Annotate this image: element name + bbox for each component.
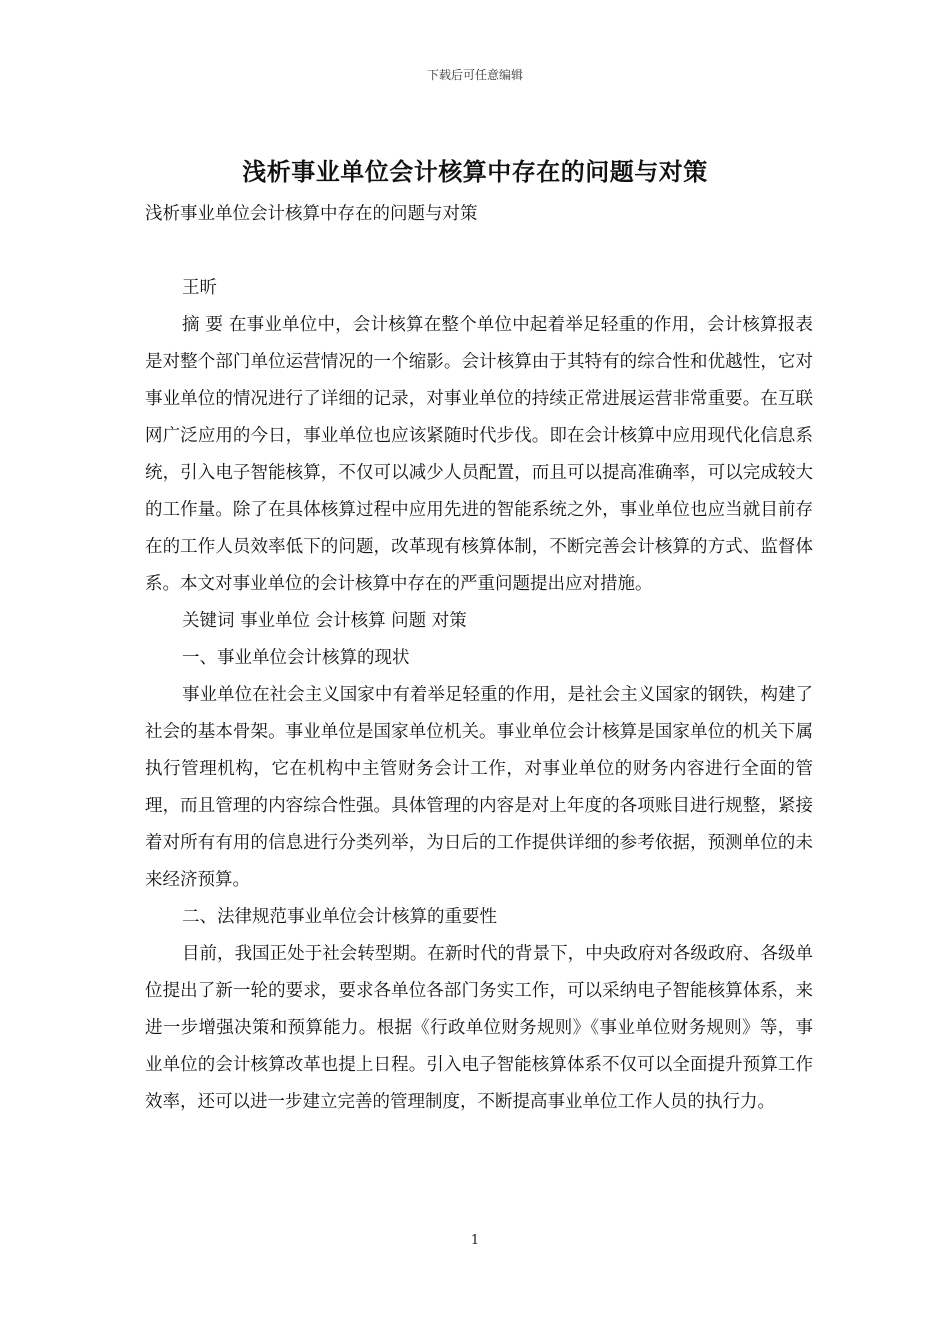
page-number: 1	[470, 1233, 480, 1248]
section-2-heading: 二、法律规范事业单位会计核算的重要性	[182, 907, 497, 927]
blank-line	[145, 233, 813, 270]
section-2-paragraph: 目前，我国正处于社会转型期。在新时代的背景下，中央政府对各级政府、各级单位提出了新一轮的要求，要求各单位各部门务实工作，可以采纳电子智能核算体系，来进一步增强决策和预算能力。根据《行政单位财务规则》《事业单位财务规则》等，事业单位的会计核算改革也提上日程。引入电子智能核算体系不仅可以全面提升预算工作效率，还可以进一步建立完善的管理制度，不断提高事业单位工作人员的执行力。	[145, 944, 813, 1112]
section-1-heading: 一、事业单位会计核算的现状	[182, 648, 410, 668]
abstract-paragraph: 摘 要 在事业单位中，会计核算在整个单位中起着举足轻重的作用，会计核算报表是对整个部门单位运营情况的一个缩影。会计核算由于其特有的综合性和优越性，它对事业单位的情况进行了详细的记录，对事业单位的持续正常进展运营非常重要。在互联网广泛应用的今日，事业单位也应该紧随时代步伐。即在会计核算中应用现代化信息系统，引入电子智能核算，不仅可以减少人员配置，而且可以提高准确率，可以完成较大的工作量。除了在具体核算过程中应用先进的智能系统之外，事业单位也应当就目前存在的工作人员效率低下的问题，改革现有核算体制，不断完善会计核算的方式、监督体系。本文对事业单位的会计核算中存在的严重问题提出应对措施。	[145, 315, 813, 594]
document-body	[145, 196, 813, 1121]
header-note: 下载后可任意编辑	[426, 68, 523, 82]
document-title: 浅析事业单位会计核算中存在的问题与对策	[242, 157, 708, 186]
section-1-paragraph: 事业单位在社会主义国家中有着举足轻重的作用，是社会主义国家的钢铁，构建了社会的基本骨架。事业单位是国家单位机关。事业单位会计核算是国家单位的机关下属执行管理机构，它在机构中主管财务会计工作，对事业单位的财务内容进行全面的管理，而且管理的内容综合性强。具体管理的内容是对上年度的各项账目进行规整，紧接着对所有有用的信息进行分类列举，为日后的工作提供详细的参考依据，预测单位的未来经济预算。	[145, 685, 813, 890]
author-name: 王昕	[182, 278, 217, 298]
keywords-line: 关键词 事业单位 会计核算 问题 对策	[182, 611, 467, 631]
document-subtitle: 浅析事业单位会计核算中存在的问题与对策	[145, 204, 478, 224]
